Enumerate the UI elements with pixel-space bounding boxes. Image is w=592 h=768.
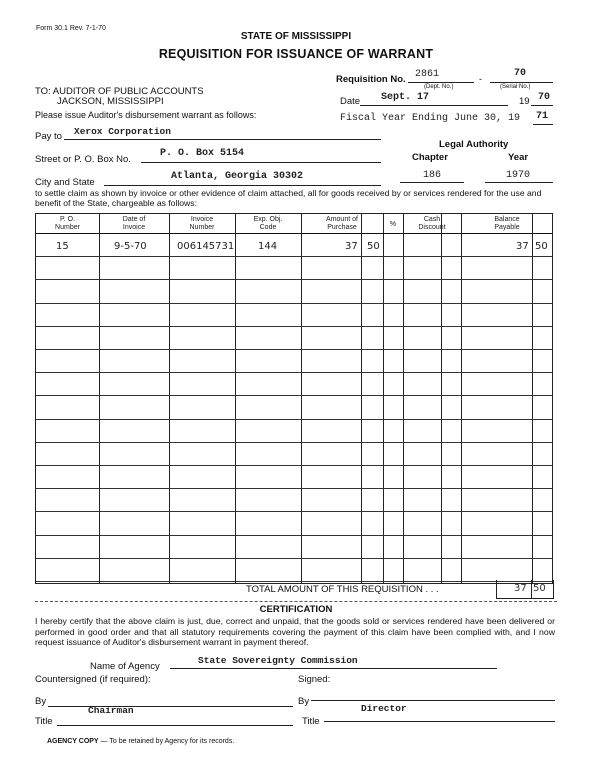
total-dollars[interactable]: 37 xyxy=(514,583,527,594)
requisition-label: Requisition No. xyxy=(336,74,406,85)
footer-agency-copy: AGENCY COPY xyxy=(47,738,99,745)
header-invoice: Invoice Number xyxy=(189,216,215,231)
title-value-right[interactable]: Director xyxy=(361,703,407,714)
street-label: Street or P. O. Box No. xyxy=(35,154,131,165)
dept-number-caption: (Dept. No.) xyxy=(424,84,454,90)
title-value-left[interactable]: Chairman xyxy=(88,705,134,716)
header-balance: Balance Payable xyxy=(494,216,520,231)
total-cents[interactable]: 50 xyxy=(533,583,546,594)
col-divider xyxy=(461,214,462,583)
col-divider xyxy=(403,214,404,583)
header-date: Date of Invoice xyxy=(122,216,146,231)
certification-text: I hereby certify that the above claim is just, due, correct and unpaid, that the goods sold or services rendered have been delivered or performed in good order and that all statutory requirements covering the payment of this claim have been complied with, and I now request issuance of Auditor's disbursement warrant in payment thereof. xyxy=(35,616,555,647)
header-rule xyxy=(36,233,552,234)
city-state-value[interactable]: Atlanta, Georgia 30302 xyxy=(171,171,304,182)
footer-retain-text: — To be retained by Agency for its records. xyxy=(98,738,235,745)
table-row-rule xyxy=(36,419,552,420)
cell-po-number[interactable]: 15 xyxy=(56,241,69,252)
cell-balance-cents[interactable]: 50 xyxy=(535,241,548,252)
header-amount: Amount of Purchase xyxy=(326,216,358,231)
col-divider xyxy=(361,214,362,583)
street-value[interactable]: P. O. Box 5154 xyxy=(160,148,245,159)
col-divider xyxy=(532,214,533,583)
certification-rule xyxy=(35,601,557,602)
header-exp-code: Exp. Obj. Code xyxy=(253,216,283,231)
table-row-rule xyxy=(36,511,552,512)
dept-number-line xyxy=(408,82,474,83)
table-row-rule xyxy=(36,488,552,489)
table-row-rule xyxy=(36,558,552,559)
table-row-rule xyxy=(36,372,552,373)
table-row-rule xyxy=(36,303,552,304)
pay-to-label: Pay to xyxy=(35,131,62,142)
col-divider xyxy=(301,214,302,583)
col-divider xyxy=(383,214,384,583)
col-divider xyxy=(99,214,100,583)
agency-line xyxy=(170,668,497,669)
date-label: Date xyxy=(340,96,361,107)
instruction-line: Please issue Auditor's disbursement warrant as follows: xyxy=(35,110,257,120)
date-year-value[interactable]: 70 xyxy=(538,92,551,103)
requisition-dash: - xyxy=(479,74,482,84)
cell-invoice-date[interactable]: 9-5-70 xyxy=(114,241,147,252)
cell-invoice-number[interactable]: 006145731 xyxy=(177,241,235,252)
footer-note xyxy=(47,738,234,745)
year-value[interactable]: 1970 xyxy=(506,170,531,181)
year-line xyxy=(485,182,553,183)
header-po: P. O. Number xyxy=(55,216,80,231)
fiscal-year-line xyxy=(533,124,553,125)
col-divider xyxy=(235,214,236,583)
countersigned-label: Countersigned (if required): xyxy=(35,674,151,685)
total-box-divider xyxy=(531,580,532,598)
date-value[interactable]: Sept. 17 xyxy=(381,92,430,103)
table-row-rule xyxy=(36,535,552,536)
dept-number-value[interactable]: 2861 xyxy=(415,69,440,80)
city-state-label: City and State xyxy=(35,177,95,188)
form-number: Form 30.1 Rev. 7-1-70 xyxy=(36,25,106,32)
serial-number-value[interactable]: 70 xyxy=(514,68,527,79)
settle-text: to settle claim as shown by invoice or other evidence of claim attached, all for goods received by or services rendered for the use and benefit of the State, chargeable as follows: xyxy=(35,188,542,208)
pay-to-line xyxy=(64,139,381,140)
table-row-rule xyxy=(36,395,552,396)
chapter-line xyxy=(400,182,464,183)
header-discount: Cash Discount xyxy=(418,216,446,231)
cell-exp-code[interactable]: 144 xyxy=(258,241,278,252)
date-line xyxy=(360,105,508,106)
col-divider xyxy=(441,214,442,583)
table-row-rule xyxy=(36,465,552,466)
certification-title: CERTIFICATION xyxy=(259,604,333,615)
date-year-prefix: 19 xyxy=(519,96,530,107)
serial-number-caption: (Serial No.) xyxy=(500,84,531,90)
header-percent: % xyxy=(389,221,397,228)
cell-balance-dollars[interactable]: 37 xyxy=(516,241,529,252)
table-row-rule xyxy=(36,256,552,257)
chapter-value[interactable]: 186 xyxy=(423,170,442,181)
by-line-right[interactable] xyxy=(311,700,555,701)
street-line xyxy=(141,162,381,163)
title-line-right[interactable] xyxy=(324,721,555,722)
table-row-rule xyxy=(36,581,552,582)
cell-amount-dollars[interactable]: 37 xyxy=(345,241,358,252)
by-label-left: By xyxy=(35,696,47,707)
claims-table xyxy=(35,213,553,584)
state-heading: STATE OF MISSISSIPPI xyxy=(240,31,352,42)
date-year-line xyxy=(531,105,553,106)
chapter-label: Chapter xyxy=(412,152,448,163)
table-row-rule xyxy=(36,326,552,327)
by-line-left[interactable] xyxy=(48,706,293,707)
city-state-line xyxy=(104,185,381,186)
table-row-rule xyxy=(36,349,552,350)
title-label-left: Title xyxy=(35,716,53,727)
pay-to-value[interactable]: Xerox Corporation xyxy=(74,126,171,137)
table-row-rule xyxy=(36,279,552,280)
agency-label: Name of Agency xyxy=(90,661,160,672)
cell-amount-cents[interactable]: 50 xyxy=(367,241,380,252)
to-line: TO: AUDITOR OF PUBLIC ACCOUNTS xyxy=(35,86,204,97)
city-line: JACKSON, MISSISSIPPI xyxy=(57,96,164,107)
title-label-right: Title xyxy=(302,716,320,727)
table-row-rule xyxy=(36,442,552,443)
col-divider xyxy=(169,214,170,583)
by-label-right: By xyxy=(298,696,310,707)
legal-authority-title: Legal Authority xyxy=(439,139,509,150)
fiscal-year-value[interactable]: 71 xyxy=(536,111,549,122)
fiscal-year-label: Fiscal Year Ending June 30, 19 xyxy=(340,113,521,124)
total-label: TOTAL AMOUNT OF THIS REQUISITION . . . xyxy=(246,584,439,595)
agency-value[interactable]: State Sovereignty Commission xyxy=(198,655,358,666)
year-label: Year xyxy=(508,152,529,163)
title-line-left[interactable] xyxy=(57,725,293,726)
signed-label: Signed: xyxy=(298,674,331,685)
serial-number-line xyxy=(490,82,553,83)
page-title: REQUISITION FOR ISSUANCE OF WARRANT xyxy=(158,47,434,61)
